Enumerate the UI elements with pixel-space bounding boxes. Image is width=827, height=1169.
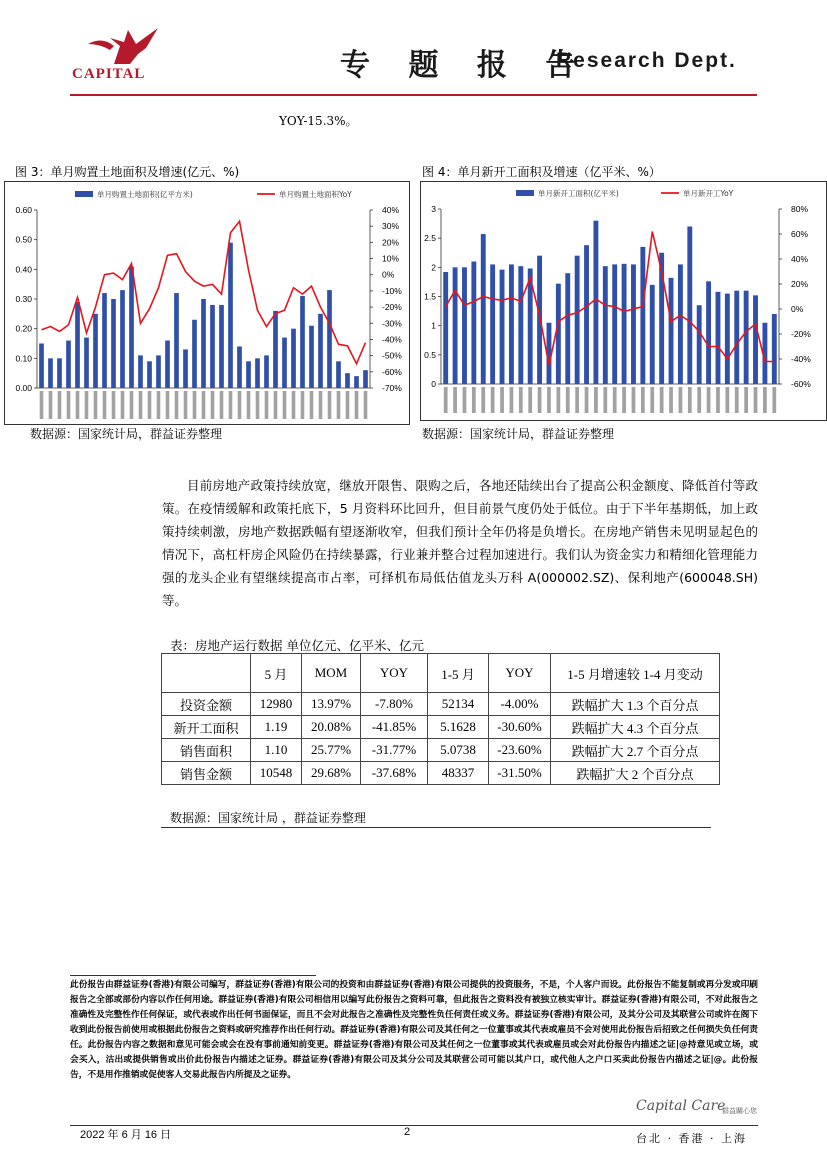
x-tick-label-mark: [556, 387, 560, 413]
bar: [138, 355, 143, 388]
table-cell: -30.60%: [489, 716, 551, 739]
y-tick-label-right: 0%: [791, 304, 804, 314]
bar: [156, 355, 161, 388]
x-tick-label-mark: [697, 387, 701, 413]
x-tick-label-mark: [364, 391, 368, 419]
y-tick-label-right: 20%: [382, 237, 400, 248]
table-cell: 48337: [428, 762, 489, 785]
table-cell: -41.85%: [361, 716, 428, 739]
y-tick-label-right: 40%: [382, 205, 400, 215]
x-tick-label-mark: [247, 391, 251, 419]
x-tick-label-mark: [641, 387, 645, 413]
legend-bar-swatch: [75, 191, 93, 197]
x-tick-label-mark: [538, 387, 542, 413]
x-tick-label-mark: [292, 391, 296, 419]
x-tick-label-mark: [67, 391, 71, 419]
bar: [556, 284, 561, 384]
bar: [687, 227, 692, 385]
bar: [490, 264, 495, 384]
x-tick-label-mark: [337, 391, 341, 419]
x-tick-label-mark: [94, 391, 98, 419]
y-tick-label-right: -20%: [382, 302, 402, 313]
x-tick-label-mark: [211, 391, 215, 419]
x-tick-label-mark: [256, 391, 260, 419]
table-title: 表：房地产运行数据 单位亿元、亿平米、亿元: [170, 638, 424, 653]
bar: [291, 329, 296, 388]
fig4-caption: 图 4：单月新开工面积及增速（亿平米、%）: [422, 165, 661, 179]
x-tick-label-mark: [85, 391, 89, 419]
x-tick-label-mark: [688, 387, 692, 413]
table-cell: 12980: [251, 693, 302, 716]
x-tick-label-mark: [202, 391, 206, 419]
x-tick-label-mark: [319, 391, 323, 419]
bar: [650, 285, 655, 384]
x-tick-label-mark: [463, 387, 467, 413]
fig4-chart: [421, 182, 826, 420]
y-tick-label-left: 1.5: [424, 291, 436, 302]
x-tick-label-mark: [283, 391, 287, 419]
table-cell: 跌幅扩大 2 个百分点: [551, 762, 720, 785]
bar: [309, 326, 314, 388]
bar: [102, 293, 107, 388]
page-number: 2: [404, 1126, 411, 1138]
disclaimer-footnote: 此份报告由群益证券(香港)有限公司编写，群益证券(香港)有限公司的投资和由群益证券(香港)有限公司提供的投资服务，不是，个人客户而设。此份报告不能复制或再分发或印刷报告之全部或部份内容以作任何用途。群益证券(香港)有限公司相信用以编写此份报告之资料可靠，但此报告之资料没有被独立核实审计。群益证券(香港)有限公司，不对此报告之准确性及完整性作任何保证，或代表或作出任何书面保证，而且不会对此报告之准确性及完整性负任何责任或义务。群益证券(香港)有限公司，及其分公司及其联营公司或许在阁下收到此份报告前使用或根据此份报告之资料或研究推荐作出任何行动。群益证券(香港)有限公司及其任何之一位董事或其代表或雇员不会对使用此份报告后招致之任何损失负任何责任。此份报告内容之数据和意见可能会或会在没有事前通知前变更。群益证券(香港)有限公司及其任何之一位董事或其代表或雇员或会对此份报告内描述之证|@持意见或立场，或会买入，沽出或提供销售或出价此份报告内描述之证券。群益证券(香港)有限公司及其分公司及其联营公司可能以其户口，或代他人之户口买卖此份报告内描述之证|@。此份报告，不是用作推销或促使客人交易此报告内所提及之证券。: [70, 980, 758, 1080]
bar: [219, 305, 224, 388]
y-tick-label-left: 0.40: [15, 264, 32, 275]
bar: [327, 290, 332, 388]
table-header-cell: YOY: [361, 654, 428, 693]
bar: [246, 361, 251, 388]
bar: [228, 243, 233, 388]
y-tick-label-right: 10%: [382, 253, 400, 264]
bar: [584, 245, 589, 384]
bar: [706, 281, 711, 384]
legend-bar-swatch: [516, 190, 534, 196]
x-tick-label-mark: [603, 387, 607, 413]
table-header-cell: 1-5 月增速较 1-4 月变动: [551, 654, 720, 693]
x-tick-label-mark: [660, 387, 664, 413]
table-cell: 1.19: [251, 716, 302, 739]
y-tick-label-right: 30%: [382, 221, 400, 232]
bar: [481, 234, 486, 384]
x-tick-label-mark: [585, 387, 589, 413]
x-tick-label-mark: [184, 391, 188, 419]
table-cell: -31.50%: [489, 762, 551, 785]
bar: [165, 341, 170, 388]
y-tick-label-right: 60%: [791, 229, 809, 239]
x-tick-label-mark: [175, 391, 179, 419]
x-tick-label-mark: [594, 387, 598, 413]
table-cell: 销售金额: [162, 762, 251, 785]
x-tick-label-mark: [650, 387, 654, 413]
x-tick-label-mark: [613, 387, 617, 413]
x-tick-label-mark: [575, 387, 579, 413]
x-tick-label-mark: [547, 387, 551, 413]
table-row: [162, 739, 720, 762]
table-cell: 跌幅扩大 1.3 个百分点: [551, 693, 720, 716]
y-tick-label-left: 2: [431, 262, 436, 273]
bar: [129, 266, 134, 388]
x-tick-label-mark: [265, 391, 269, 419]
footnote-rule: [70, 975, 316, 976]
y-tick-label-left: 0.30: [15, 294, 32, 304]
fig4-source: 数据源：国家统计局，群益证券整理: [422, 427, 615, 441]
x-tick-label-mark: [472, 387, 476, 413]
x-tick-label-mark: [148, 391, 152, 419]
bar: [716, 292, 721, 384]
table-cell: 新开工面积: [162, 716, 251, 739]
bar: [111, 299, 116, 388]
table-cell: -4.00%: [489, 693, 551, 716]
x-tick-label-mark: [229, 391, 233, 419]
table-cell: 销售面积: [162, 739, 251, 762]
x-tick-label-mark: [510, 387, 514, 413]
eagle-icon: [80, 24, 170, 68]
x-tick-label-mark: [139, 391, 143, 419]
y-tick-label-right: -40%: [791, 354, 811, 364]
fig3-caption: 图 3：单月购置土地面积及增速(亿元、%): [15, 165, 240, 179]
y-tick-label-left: 0: [431, 379, 436, 389]
bar: [744, 291, 749, 384]
x-tick-label-mark: [772, 387, 776, 413]
bar: [678, 264, 683, 384]
footer-rule: [70, 1125, 758, 1126]
y-tick-label-left: 0.00: [15, 383, 32, 393]
table-source: 数据源：国家统计局 ，群益证券整理: [170, 811, 366, 825]
body-paragraph: 目前房地产政策持续放宽，继放开限售、限购之后，各地还陆续出台了提高公积金额度、降低首付等政策。在疫情缓解和政策托底下，5 月资料环比回升，但目前景气度仍处于低位。由于下半年基期低，加上政策持续刺激，房地产数据跌幅有望逐渐收窄，但我们预计全年仍将是负增长。在房地产销售未见明显起色的情况下，高杠杆房企风险仍在持续暴露，行业兼并整合过程加速进行。我们认为资金实力和精细化管理能力强的龙头企业有望继续提高市占率，可择机布局低估值龙头万科 A(000002.SZ)、保利地产(600048.SH)等。: [162, 478, 758, 608]
x-tick-label-mark: [679, 387, 683, 413]
bar: [282, 338, 287, 388]
y-tick-label-right: 80%: [791, 204, 809, 214]
legend-bar-label: 单月购置土地面积(亿平方米): [97, 190, 193, 199]
bar: [565, 273, 570, 384]
table-cell: 1.10: [251, 739, 302, 762]
table-cell: 25.77%: [302, 739, 361, 762]
x-tick-label-mark: [481, 387, 485, 413]
bar: [631, 264, 636, 384]
x-tick-label-mark: [40, 391, 44, 419]
table-cell: -23.60%: [489, 739, 551, 762]
fig4-chart-frame: [420, 181, 827, 421]
y-tick-label-right: 20%: [791, 279, 809, 289]
y-tick-label-left: 0.50: [15, 234, 32, 245]
x-tick-label-mark: [310, 391, 314, 419]
x-tick-label-mark: [76, 391, 80, 419]
bar: [210, 305, 215, 388]
x-tick-label-mark: [346, 391, 350, 419]
x-tick-label-mark: [355, 391, 359, 419]
table-header-cell: [162, 654, 251, 693]
x-tick-label-mark: [238, 391, 242, 419]
table-cell: 投资金额: [162, 693, 251, 716]
table-cell: -31.77%: [361, 739, 428, 762]
x-tick-label-mark: [49, 391, 53, 419]
y-tick-label-left: 0.60: [15, 205, 32, 215]
x-tick-label-mark: [121, 391, 125, 419]
fig3-chart: [5, 182, 409, 424]
table-cell: -37.68%: [361, 762, 428, 785]
bar: [237, 346, 242, 388]
x-tick-label-mark: [725, 387, 729, 413]
table-cell: 5.1628: [428, 716, 489, 739]
table-header-cell: YOY: [489, 654, 551, 693]
bar: [192, 320, 197, 388]
x-tick-label-mark: [528, 387, 532, 413]
x-tick-label-mark: [707, 387, 711, 413]
x-tick-label-mark: [744, 387, 748, 413]
bar: [575, 256, 580, 384]
y-tick-label-left: 0.10: [15, 353, 32, 364]
bar: [174, 293, 179, 388]
data-table: [161, 653, 720, 785]
bar: [725, 294, 730, 384]
table-cell: 13.97%: [302, 693, 361, 716]
x-tick-label-mark: [763, 387, 767, 413]
y-tick-label-left: 0.5: [424, 349, 436, 360]
bar: [593, 221, 598, 384]
bar: [39, 344, 44, 389]
table-row: [162, 762, 720, 785]
table-cell: 10548: [251, 762, 302, 785]
y-tick-label-right: -40%: [382, 334, 402, 345]
table-header-cell: 5 月: [251, 654, 302, 693]
bar: [462, 267, 467, 384]
bar: [734, 291, 739, 384]
x-tick-label-mark: [632, 387, 636, 413]
table-cell: 29.68%: [302, 762, 361, 785]
research-dept-label: Research Dept.: [556, 49, 737, 72]
bar: [500, 270, 505, 384]
x-tick-label-mark: [566, 387, 570, 413]
y-tick-label-left: 0.20: [15, 323, 32, 334]
y-tick-label-right: -70%: [382, 383, 402, 393]
bar: [603, 266, 608, 384]
bar: [48, 358, 53, 388]
report-date: 2022 年 6 月 16 日: [80, 1129, 172, 1141]
x-tick-label-mark: [669, 387, 673, 413]
bar: [264, 355, 269, 388]
bar: [336, 361, 341, 388]
table-cell: 跌幅扩大 4.3 个百分点: [551, 716, 720, 739]
x-tick-label-mark: [453, 387, 457, 413]
x-tick-label-mark: [328, 391, 332, 419]
bar: [772, 314, 777, 384]
x-tick-label-mark: [130, 391, 134, 419]
x-tick-label-mark: [716, 387, 720, 413]
bar: [612, 264, 617, 384]
brand-subtitle: 群益關心您: [722, 1107, 757, 1115]
x-tick-label-mark: [735, 387, 739, 413]
legend-line-label: 单月新开工YoY: [683, 189, 734, 198]
table-header-cell: 1-5 月: [428, 654, 489, 693]
y-tick-label-right: -20%: [791, 329, 811, 339]
y-tick-label-right: -50%: [382, 350, 402, 361]
x-tick-label-mark: [220, 391, 224, 419]
x-tick-label-mark: [112, 391, 116, 419]
x-tick-label-mark: [622, 387, 626, 413]
header-rule: [70, 94, 757, 96]
y-tick-label-left: 1: [431, 320, 436, 331]
bar: [640, 247, 645, 384]
intro-line: YOY-15.3%。: [279, 114, 358, 128]
table-cell: 20.08%: [302, 716, 361, 739]
bar: [509, 264, 514, 384]
y-tick-label-right: -60%: [382, 366, 402, 377]
bar: [120, 290, 125, 388]
table-header-cell: MOM: [302, 654, 361, 693]
bar: [57, 358, 62, 388]
logo-text: CAPITAL: [72, 66, 146, 82]
bar: [537, 256, 542, 384]
bar: [354, 376, 359, 388]
fig3-chart-frame: [4, 181, 410, 425]
x-tick-label-mark: [519, 387, 523, 413]
bar: [443, 272, 448, 384]
x-tick-label-mark: [274, 391, 278, 419]
x-tick-label-mark: [444, 387, 448, 413]
capital-logo: [80, 24, 170, 68]
bar: [471, 262, 476, 385]
table-cell: -7.80%: [361, 693, 428, 716]
x-tick-label-mark: [301, 391, 305, 419]
bar: [75, 302, 80, 388]
x-tick-label-mark: [166, 391, 170, 419]
table-row: [162, 693, 720, 716]
table-cell: 跌幅扩大 2.7 个百分点: [551, 739, 720, 762]
y-tick-label-right: 0%: [382, 269, 395, 280]
bar: [147, 361, 152, 388]
y-tick-label-left: 3: [431, 204, 436, 214]
bar: [518, 266, 523, 384]
x-tick-label-mark: [500, 387, 504, 413]
bar: [300, 296, 305, 388]
data-table-wrap: [161, 653, 720, 785]
bar: [84, 338, 89, 388]
bar: [255, 358, 260, 388]
legend-bar-label: 单月新开工面积(亿平米): [538, 189, 619, 198]
table-source-row: [161, 805, 711, 828]
office-cities: 台北 · 香港 · 上海: [636, 1132, 747, 1145]
bar: [753, 295, 758, 384]
bar: [453, 267, 458, 384]
legend-line-label: 单月购置土地面积YoY: [279, 190, 352, 199]
x-tick-label-mark: [157, 391, 161, 419]
x-tick-label-mark: [193, 391, 197, 419]
y-tick-label-right: -10%: [382, 285, 402, 296]
bar: [93, 314, 98, 388]
bar: [697, 305, 702, 384]
table-header-row: [162, 654, 720, 693]
report-type-title: 专 题 报 告: [340, 48, 590, 83]
bar: [183, 349, 188, 388]
x-tick-label-mark: [754, 387, 758, 413]
table-cell: 5.0738: [428, 739, 489, 762]
bar: [273, 311, 278, 388]
y-tick-label-right: -60%: [791, 379, 811, 389]
y-tick-label-right: 40%: [791, 254, 809, 264]
bar: [363, 370, 368, 388]
brand-signature: Capital Care: [636, 1098, 726, 1114]
x-tick-label-mark: [103, 391, 107, 419]
bar: [201, 299, 206, 388]
table-cell: 52134: [428, 693, 489, 716]
y-tick-label-left: 2.5: [424, 233, 436, 244]
y-tick-label-right: -30%: [382, 318, 402, 329]
fig3-source: 数据源：国家统计局，群益证券整理: [30, 427, 223, 441]
bar: [669, 278, 674, 384]
bar: [345, 373, 350, 388]
x-tick-label-mark: [491, 387, 495, 413]
bar: [622, 264, 627, 384]
x-tick-label-mark: [58, 391, 62, 419]
table-row: [162, 716, 720, 739]
bar: [318, 314, 323, 388]
bar: [66, 341, 71, 388]
